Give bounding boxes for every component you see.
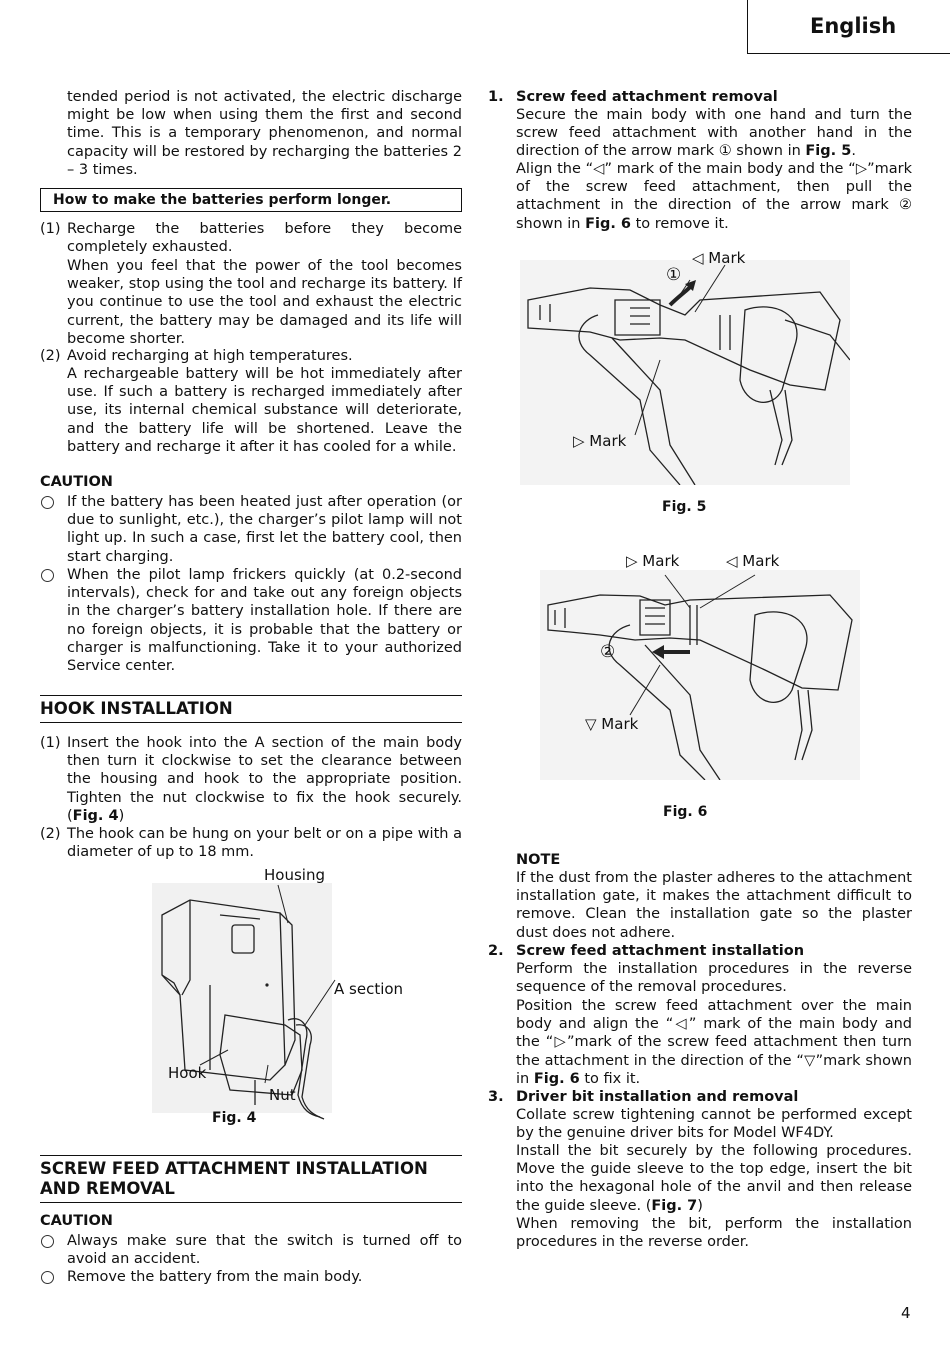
caution-item-2: When the pilot lamp frickers quickly (at 0.2-second intervals), check for and take out any foreign objects in the charger’s battery installation hole. If there are no foreign objects, it is probable that the battery or charger is malfunctioning. Take it to your authorized Service center. [67,567,462,675]
hook-step-2: The hook can be hung on your belt or on a pipe with a diameter of up to 18 mm. [67,826,462,861]
battery-tips-heading: How to make the batteries perform longer. [40,188,462,212]
hook-step-1: Insert the hook into the A section of the main body then turn it clockwise to set the clearance between the housing and hook to the appropriate position. Tighten the nut clockwise to fix the hook securely. (Fig. 4) [67,735,462,824]
note-text: If the dust from the plaster adheres to the attachment installation gate, it makes the attachment difficult to remove. Clean the installation gate so the plaster dust does not adhere. [516,870,912,941]
bullet-circle-icon [41,1235,54,1248]
fig-6-caption: Fig. 6 [663,804,708,820]
section-rule [40,1155,462,1156]
label-fig5-body-mark: ◁ Mark [692,249,746,267]
item-detail: When you feel that the power of the tool becomes weaker, stop using the tool and recharge its battery. If you continue to use the tool and exhaust the electric current, the battery may be damaged and its life will become shorter. [67,258,462,347]
label-fig5-attachment-mark: ▷ Mark [573,432,627,450]
note-heading: NOTE [516,852,561,868]
label-housing: Housing [264,866,325,884]
section-rule [40,1202,462,1203]
item-number: (2) [40,348,61,364]
step-number: 1. [488,89,504,105]
fig-7-ref: Fig. 7 [651,1197,698,1214]
fig-6-ref: Fig. 6 [585,215,632,232]
fig-4-caption: Fig. 4 [212,1110,257,1126]
caution-item-1: If the battery has been heated just after operation (or due to sunlight, etc.), the charger’s pilot lamp will not light up. In such a case, first let the battery cool, then start charging. [67,494,462,565]
item-text: Recharge the batteries before they become completely exhausted. [67,221,462,256]
attachment-pull-illustration [540,570,860,780]
item-number: (1) [40,221,61,237]
item-number: (1) [40,735,61,751]
sfa-heading-line1: SCREW FEED ATTACHMENT INSTALLATION [40,1159,428,1178]
item-number: (2) [40,826,61,842]
language-label: English [810,14,897,38]
step-3-para-1: Collate screw tightening cannot be performed except by the genuine driver bits for Model WF4DY. [516,1107,912,1142]
hook-installation-heading: HOOK INSTALLATION [40,699,233,718]
step-2-para-2: Position the screw feed attachment over the main body and align the “◁” mark of the main body and the “▷”mark of the screw feed attachment then turn the attachment in the direction of the “▽”mark shown in Fig. 6 to fix it. [516,998,912,1087]
figure-6 [540,570,860,780]
label-fig6-body-mark: ◁ Mark [726,552,780,570]
step-3-para-3: When removing the bit, perform the installation procedures in the reverse order. [516,1216,912,1251]
step-1-title: Screw feed attachment removal [516,89,778,105]
page-number: 4 [901,1304,911,1322]
step-3-title: Driver bit installation and removal [516,1089,799,1105]
label-fig6-attachment-mark: ▷ Mark [626,552,680,570]
caution2-heading: CAUTION [40,1213,113,1229]
step-number: 3. [488,1089,504,1105]
intro-paragraph: tended period is not activated, the electric discharge might be low when using them the first and second time. This is a temporary phenomenon, and normal capacity will be restored by recharging the batteries 2 – 3 times. [67,89,462,178]
fig-6-ref: Fig. 6 [533,1070,580,1087]
step-number: 2. [488,943,504,959]
label-fig6-arrow-2: ② [600,642,616,662]
item-text: Avoid recharging at high temperatures. [67,348,353,364]
section-rule [40,722,462,723]
label-a-section: A section [334,980,404,998]
caution2-item-2: Remove the battery from the main body. [67,1269,363,1285]
item-detail: A rechargeable battery will be hot immediately after use. If such a battery is recharged immediately after use, its internal chemical substance will deteriorate, and the battery life will be shortened. Leave the battery and recharge it after it has cooled for a while. [67,366,462,455]
step-1-para-1: Secure the main body with one hand and turn the screw feed attachment with another hand in the direction of the arrow mark ① shown in Fig. 5. [516,107,912,160]
label-nut: Nut [269,1086,296,1104]
bullet-circle-icon [41,496,54,509]
label-fig5-arrow-1: ① [666,265,682,285]
fig-5-caption: Fig. 5 [662,499,707,515]
figure-5 [520,260,850,485]
fig-5-ref: Fig. 5 [805,143,852,160]
bullet-circle-icon [41,1271,54,1284]
bullet-circle-icon [41,569,54,582]
step-2-para-1: Perform the installation procedures in the reverse sequence of the removal procedures. [516,961,912,996]
caution-heading: CAUTION [40,474,113,490]
step-1-para-2: Align the “◁” mark of the main body and the “▷”mark of the screw feed attachment, then pull the attachment in the direction of the arrow mark ② shown in Fig. 6 to remove it. [516,161,912,232]
section-rule [40,695,462,696]
caution2-item-1: Always make sure that the switch is turned off to avoid an accident. [67,1233,462,1268]
step-2-title: Screw feed attachment installation [516,943,805,959]
language-tab [747,0,950,54]
fig-4-ref: Fig. 4 [72,807,119,824]
step-3-para-2: Install the bit securely by the following procedures. Move the guide sleeve to the top edge, insert the bit into the hexagonal hole of the anvil and then release the guide sleeve. (Fig. 7) [516,1143,912,1214]
label-fig6-down-mark: ▽ Mark [585,715,639,733]
sfa-heading-line2: AND REMOVAL [40,1179,175,1198]
label-hook: Hook [168,1064,207,1082]
attachment-removal-illustration [520,260,850,485]
